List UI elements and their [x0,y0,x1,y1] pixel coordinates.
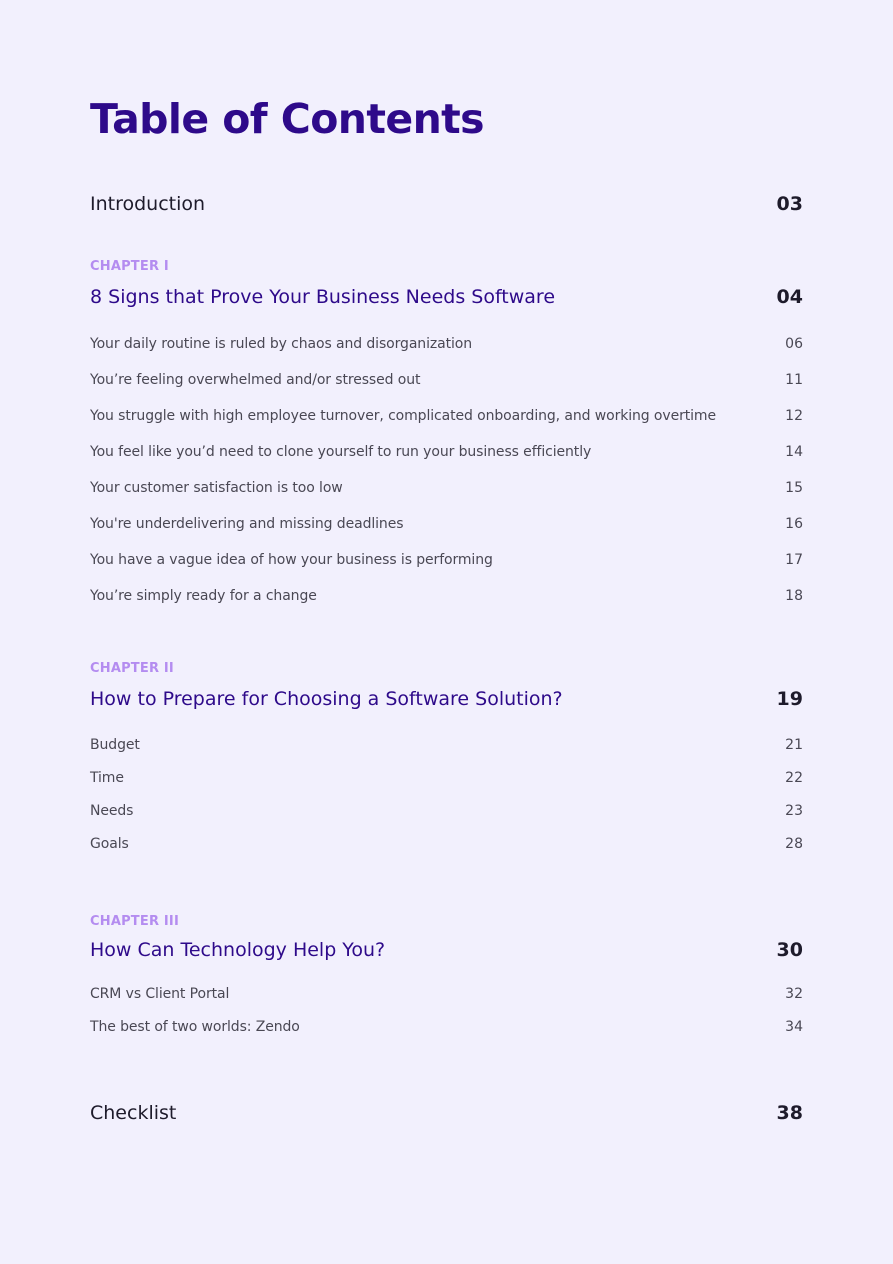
toc-entry-checklist[interactable] [90,1101,803,1125]
chapter-label: CHAPTER I [90,259,169,274]
toc-page-number: 17 [785,552,803,568]
toc-sub-label: Time [90,770,124,786]
toc-page-number: 04 [776,286,803,308]
toc-page-number: 32 [785,986,803,1002]
toc-sub-entry[interactable] [90,835,803,853]
toc-page-number: 34 [785,1019,803,1035]
toc-sub-label: Your customer satisfaction is too low [90,480,343,496]
chapter-label: CHAPTER III [90,914,180,929]
toc-entry-introduction[interactable] [90,192,803,216]
toc-entry-label: Checklist [90,1102,177,1124]
toc-page-number: 28 [785,836,803,852]
toc-page-number: 16 [785,516,803,532]
page-title: Table of Contents [90,95,484,143]
toc-sub-entry[interactable] [90,736,803,754]
toc-sub-label: You’re feeling overwhelmed and/or stressed out [90,372,421,388]
chapter-title: 8 Signs that Prove Your Business Needs Software [90,286,556,308]
toc-page-number: 21 [785,737,803,753]
toc-page-number: 12 [785,408,803,424]
toc-entry-label: Introduction [90,193,206,215]
toc-page-number: 03 [776,193,803,215]
toc-sub-label: You’re simply ready for a change [90,588,317,604]
toc-page-number: 15 [785,480,803,496]
toc-page-number: 38 [776,1102,803,1124]
toc-sub-label: You have a vague idea of how your business is performing [90,552,493,568]
toc-sub-label: You're underdelivering and missing deadlines [90,516,404,532]
toc-page-number: 23 [785,803,803,819]
toc-sub-entry[interactable] [90,802,803,820]
toc-page-number: 18 [785,588,803,604]
toc-sub-label: You struggle with high employee turnover, complicated onboarding, and working overtime [90,408,716,424]
toc-sub-label: Goals [90,836,129,852]
toc-sub-label: The best of two worlds: Zendo [90,1019,300,1035]
toc-sub-label: You feel like you’d need to clone yourself to run your business efficiently [90,444,592,460]
toc-sub-entry[interactable] [90,587,803,605]
toc-sub-entry[interactable] [90,985,803,1003]
toc-chapter-2[interactable] [90,687,803,711]
toc-sub-entry[interactable] [90,371,803,389]
toc-sub-entry[interactable] [90,515,803,533]
toc-page-number: 22 [785,770,803,786]
toc-page-number: 19 [776,688,803,710]
toc-page-number: 11 [785,372,803,388]
toc-sub-label: Budget [90,737,140,753]
chapter-title: How to Prepare for Choosing a Software Solution? [90,688,563,710]
toc-page-number: 14 [785,444,803,460]
toc-sub-entry[interactable] [90,443,803,461]
toc-sub-entry[interactable] [90,1018,803,1036]
chapter-label: CHAPTER II [90,661,174,676]
toc-sub-entry[interactable] [90,407,803,425]
toc-sub-entry[interactable] [90,479,803,497]
chapter-title: How Can Technology Help You? [90,939,386,961]
toc-sub-label: CRM vs Client Portal [90,986,230,1002]
toc-chapter-3[interactable] [90,938,803,962]
toc-sub-label: Your daily routine is ruled by chaos and disorganization [90,336,473,352]
toc-chapter-1[interactable] [90,285,803,309]
toc-sub-entry[interactable] [90,769,803,787]
toc-sub-entry[interactable] [90,551,803,569]
toc-page-number: 06 [785,336,803,352]
toc-sub-entry[interactable] [90,335,803,353]
toc-sub-label: Needs [90,803,134,819]
toc-page-number: 30 [776,939,803,961]
